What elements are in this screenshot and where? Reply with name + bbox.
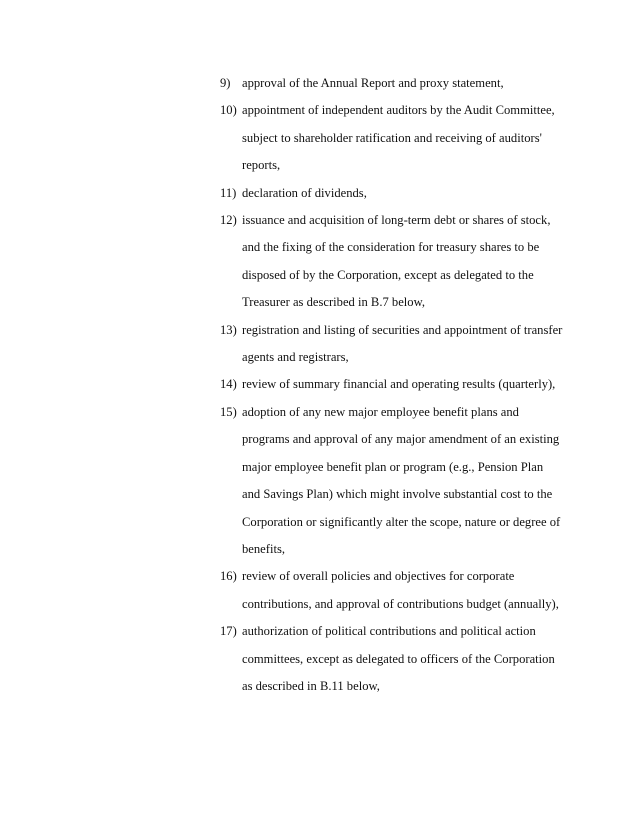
list-item-text-line: reports, bbox=[242, 158, 281, 173]
list-item bbox=[220, 563, 580, 618]
list-item-text-line: committees, except as delegated to officers of the Corporation bbox=[242, 651, 555, 666]
list-item bbox=[220, 97, 580, 179]
list-item-number: 14) bbox=[220, 377, 237, 392]
list-item-number: 10) bbox=[220, 103, 237, 118]
list-item bbox=[220, 399, 580, 563]
list-item-number: 16) bbox=[220, 569, 237, 584]
list-item-text-line: agents and registrars, bbox=[242, 350, 349, 365]
list-item-text-line: declaration of dividends, bbox=[242, 185, 367, 200]
list-item-number: 11) bbox=[220, 185, 237, 200]
list-item-text-line: disposed of by the Corporation, except as delegated to the bbox=[242, 267, 534, 282]
list-item-text-line: approval of the Annual Report and proxy statement, bbox=[242, 76, 504, 90]
list-item-text-line: Corporation or significantly alter the scope, nature or degree of bbox=[242, 514, 561, 529]
list-item-text-line: appointment of independent auditors by the Audit Committee, bbox=[242, 103, 555, 118]
list-item-number: 17) bbox=[220, 624, 237, 639]
list-item-number: 15) bbox=[220, 404, 237, 419]
list-item bbox=[220, 371, 580, 398]
numbered-list bbox=[220, 70, 580, 700]
list-item-text-line: as described in B.11 below, bbox=[242, 678, 380, 693]
list-item-text-line: and the fixing of the consideration for treasury shares to be bbox=[242, 240, 540, 255]
list-item-text-line: review of summary financial and operating results (quarterly), bbox=[242, 377, 556, 392]
list-item-text-line: major employee benefit plan or program (e.g., Pension Plan bbox=[242, 459, 544, 474]
list-item-number: 12) bbox=[220, 213, 237, 228]
list-item-number: 9) bbox=[220, 76, 231, 90]
list-item bbox=[220, 317, 580, 372]
list-item-text-line: and Savings Plan) which might involve substantial cost to the bbox=[242, 487, 553, 502]
list-item bbox=[220, 180, 580, 207]
list-item-text-line: registration and listing of securities and appointment of transfer bbox=[242, 322, 563, 337]
list-item-text-line: review of overall policies and objectives for corporate bbox=[242, 569, 515, 584]
list-item-number: 13) bbox=[220, 322, 237, 337]
list-item-text-line: Treasurer as described in B.7 below, bbox=[242, 295, 426, 310]
list-item-text-line: benefits, bbox=[242, 541, 286, 556]
list-item-text-line: issuance and acquisition of long-term debt or shares of stock, bbox=[242, 213, 551, 228]
list-item bbox=[220, 618, 580, 700]
list-item-text-line: subject to shareholder ratification and receiving of auditors' bbox=[242, 130, 542, 145]
list-item-text-line: programs and approval of any major amendment of an existing bbox=[242, 432, 560, 447]
list-item bbox=[220, 207, 580, 317]
list-item-text-line: authorization of political contributions and political action bbox=[242, 624, 536, 639]
list-item-text-line: adoption of any new major employee benefit plans and bbox=[242, 404, 519, 419]
list-item-text-line: contributions, and approval of contributions budget (annually), bbox=[242, 596, 559, 611]
list-item bbox=[220, 70, 580, 97]
